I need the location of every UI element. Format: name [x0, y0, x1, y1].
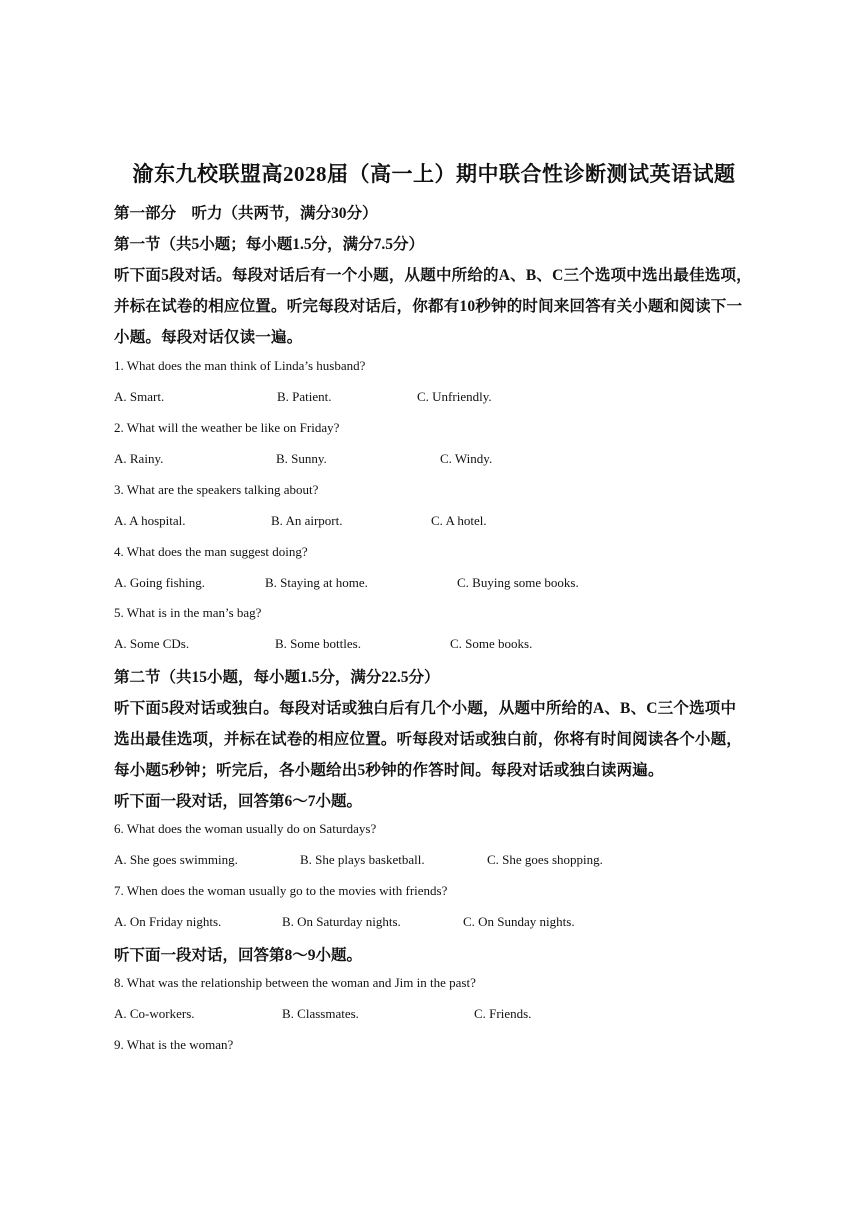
section1-heading: 第一节（共5小题；每小题1.5分，满分7.5分）	[114, 236, 425, 253]
question-5-option-a: A. Some CDs.	[114, 636, 190, 651]
exam-title: 渝东九校联盟高2028届（高一上）期中联合性诊断测试英语试题	[132, 162, 736, 186]
question-4-option-c: C. Buying some books.	[457, 575, 579, 590]
question-8: 8. What was the relationship between the woman and Jim in the past?	[114, 975, 476, 990]
question-7-option-c: C. On Sunday nights.	[463, 914, 575, 929]
section2-instruction-line-2: 选出最佳选项，并标在试卷的相应位置。听每段对话或独白前，你将有时间阅读各个小题，	[114, 731, 743, 748]
question-8-option-b: B. Classmates.	[282, 1006, 359, 1021]
question-6-option-b: B. She plays basketball.	[300, 852, 425, 867]
question-6-option-c: C. She goes shopping.	[487, 852, 603, 867]
question-4-option-b: B. Staying at home.	[265, 575, 368, 590]
question-5-option-b: B. Some bottles.	[275, 636, 361, 651]
question-2: 2. What will the weather be like on Friday?	[114, 420, 340, 435]
question-8-option-a: A. Co-workers.	[114, 1006, 195, 1021]
section1-instruction-line-1: 听下面5段对话。每段对话后有一个小题，从题中所给的A、B、C三个选项中选出最佳选项，	[114, 267, 752, 284]
group1-heading: 听下面一段对话，回答第6～7小题。	[114, 793, 363, 810]
question-5: 5. What is in the man’s bag?	[114, 605, 262, 620]
question-3-option-b: B. An airport.	[271, 513, 343, 528]
question-4-option-a: A. Going fishing.	[114, 575, 205, 590]
question-7-option-b: B. On Saturday nights.	[282, 914, 401, 929]
question-1-option-c: C. Unfriendly.	[417, 389, 492, 404]
question-8-option-c: C. Friends.	[474, 1006, 532, 1021]
question-2-option-c: C. Windy.	[440, 451, 493, 466]
section2-heading: 第二节（共15小题，每小题1.5分，满分22.5分）	[114, 669, 440, 686]
section2-instruction-line-1: 听下面5段对话或独白。每段对话或独白后有几个小题，从题中所给的A、B、C三个选项中	[114, 700, 737, 717]
question-9: 9. What is the woman?	[114, 1037, 234, 1052]
question-6: 6. What does the woman usually do on Saturdays?	[114, 821, 377, 836]
question-2-option-b: B. Sunny.	[276, 451, 327, 466]
question-7-option-a: A. On Friday nights.	[114, 914, 222, 929]
section1-instruction-line-2: 并标在试卷的相应位置。听完每段对话后，你都有10秒钟的时间来回答有关小题和阅读下一	[114, 298, 743, 315]
question-6-option-a: A. She goes swimming.	[114, 852, 238, 867]
section1-instruction-line-3: 小题。每段对话仅读一遍。	[114, 329, 303, 346]
group2-heading: 听下面一段对话，回答第8～9小题。	[114, 947, 363, 964]
question-1: 1. What does the man think of Linda’s husband?	[114, 358, 366, 373]
question-1-option-b: B. Patient.	[277, 389, 332, 404]
question-3: 3. What are the speakers talking about?	[114, 482, 319, 497]
part1-heading: 第一部分 听力（共两节，满分30分）	[114, 205, 378, 222]
question-4: 4. What does the man suggest doing?	[114, 544, 308, 559]
question-7: 7. When does the woman usually go to the movies with friends?	[114, 883, 448, 898]
section2-instruction-line-3: 每小题5秒钟；听完后，各小题给出5秒钟的作答时间。每段对话或独白读两遍。	[114, 762, 664, 779]
question-3-option-a: A. A hospital.	[114, 513, 186, 528]
question-5-option-c: C. Some books.	[450, 636, 533, 651]
question-1-option-a: A. Smart.	[114, 389, 165, 404]
question-3-option-c: C. A hotel.	[431, 513, 487, 528]
question-2-option-a: A. Rainy.	[114, 451, 164, 466]
